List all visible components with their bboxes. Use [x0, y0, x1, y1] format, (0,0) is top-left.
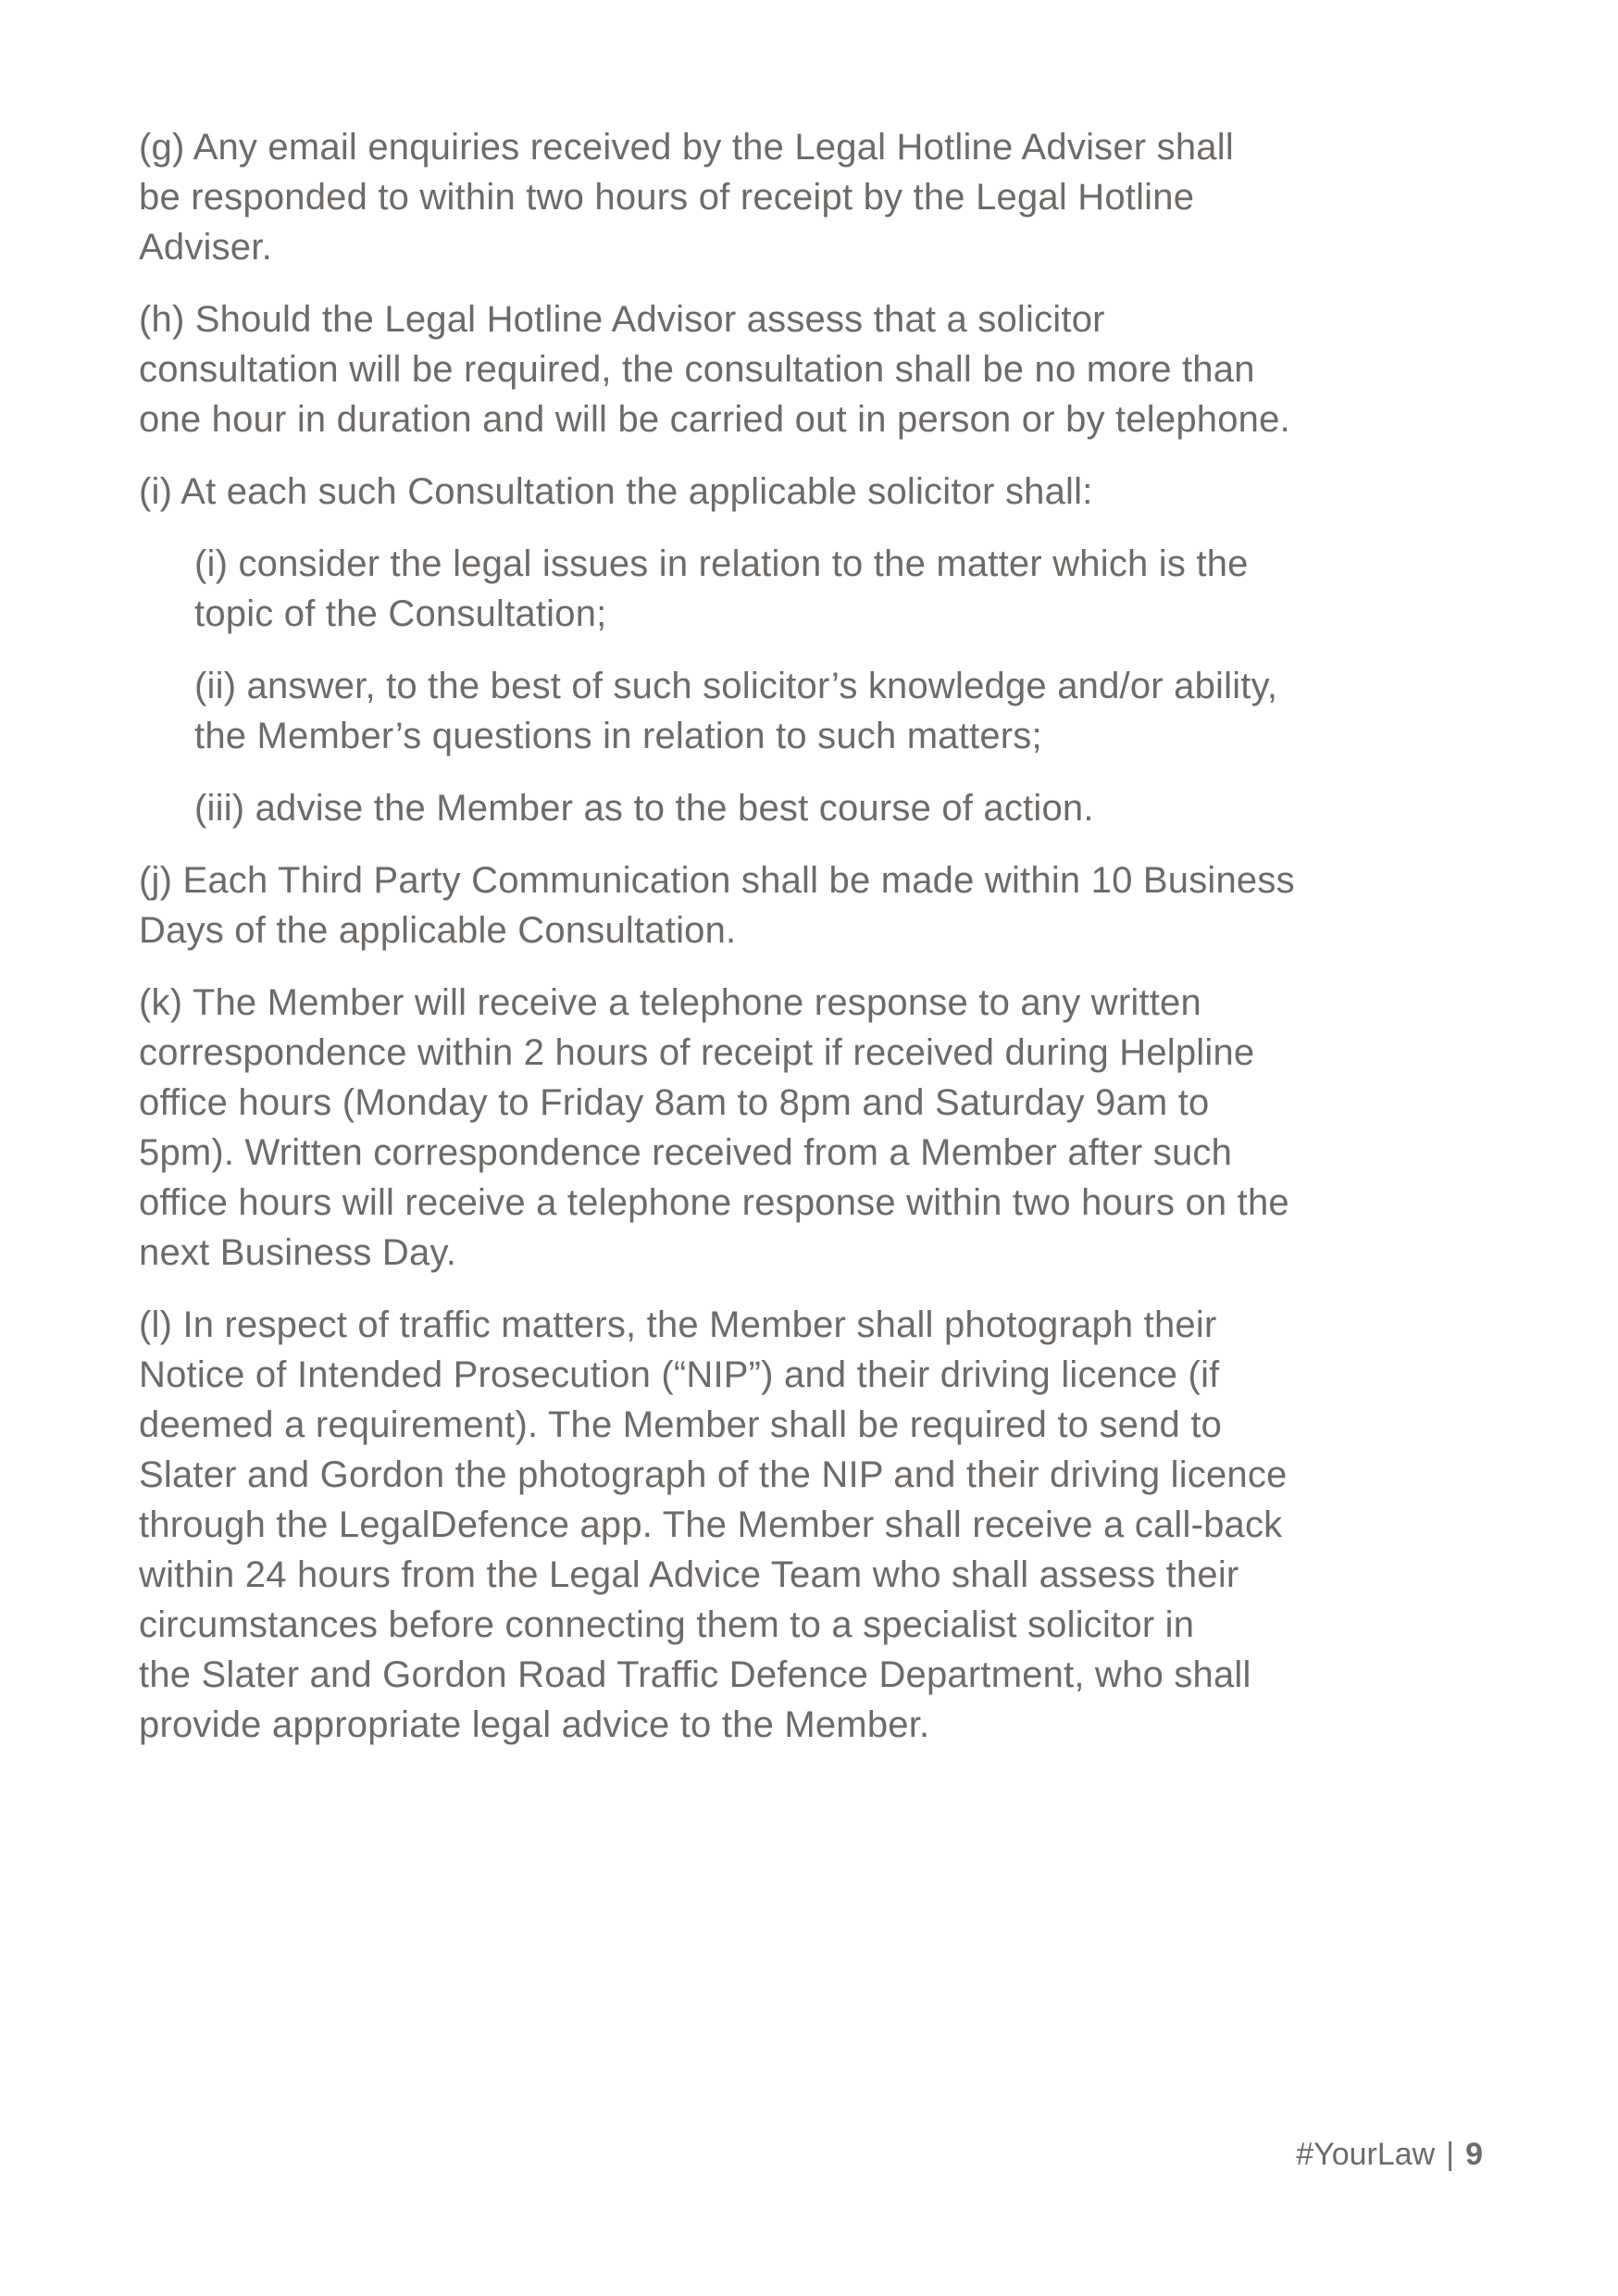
- text-line: the Slater and Gordon Road Traffic Defence Department, who shall: [139, 1654, 1251, 1695]
- footer-tag: #YourLaw: [1296, 2137, 1436, 2172]
- text-line: (iii) advise the Member as to the best course of action.: [194, 788, 1094, 829]
- page-number: 9: [1465, 2137, 1483, 2172]
- text-line: next Business Day.: [139, 1232, 457, 1273]
- footer-separator: |: [1446, 2137, 1455, 2172]
- text-line: circumstances before connecting them to a specialist solicitor in: [139, 1604, 1195, 1645]
- clause-k: [139, 978, 1490, 1278]
- text-line: (j) Each Third Party Communication shall be made within 10 Business: [139, 860, 1295, 901]
- text-line: (ii) answer, to the best of such solicitor’s knowledge and/or ability,: [194, 666, 1278, 706]
- text-line: through the LegalDefence app. The Member shall receive a call-back: [139, 1504, 1283, 1545]
- clause-i: [139, 467, 1490, 517]
- clause-j: [139, 855, 1490, 955]
- text-line: Days of the applicable Consultation.: [139, 910, 737, 951]
- text-line: Notice of Intended Prosecution (“NIP”) and their driving licence (if: [139, 1354, 1220, 1395]
- text-line: (h) Should the Legal Hotline Advisor assess that a solicitor: [139, 299, 1105, 340]
- text-line: office hours (Monday to Friday 8am to 8pm and Saturday 9am to: [139, 1082, 1210, 1123]
- text-line: deemed a requirement). The Member shall be required to send to: [139, 1404, 1223, 1445]
- text-line: 5pm). Written correspondence received from a Member after such: [139, 1132, 1233, 1173]
- text-line: the Member’s questions in relation to such matters;: [194, 716, 1042, 756]
- page-footer: [1296, 2134, 1483, 2175]
- text-line: consultation will be required, the consultation shall be no more than: [139, 349, 1255, 390]
- text-line: (i) consider the legal issues in relation to the matter which is the: [194, 543, 1249, 584]
- clause-i-sub-2: [139, 661, 1490, 761]
- text-line: (i) At each such Consultation the applicable solicitor shall:: [139, 471, 1093, 512]
- text-line: Adviser.: [139, 227, 272, 268]
- text-line: provide appropriate legal advice to the Member.: [139, 1704, 930, 1745]
- clause-g: [139, 122, 1490, 272]
- text-line: one hour in duration and will be carried out in person or by telephone.: [139, 399, 1290, 440]
- clause-l: [139, 1300, 1490, 1750]
- text-line: (k) The Member will receive a telephone response to any written: [139, 982, 1201, 1023]
- text-line: correspondence within 2 hours of receipt if received during Helpline: [139, 1032, 1255, 1073]
- page-content: [139, 122, 1490, 1772]
- text-line: office hours will receive a telephone response within two hours on the: [139, 1182, 1289, 1223]
- clause-h: [139, 294, 1490, 444]
- clause-i-sub-1: [139, 539, 1490, 639]
- text-line: topic of the Consultation;: [194, 593, 607, 634]
- clause-i-sub-3: [139, 783, 1490, 833]
- text-line: (g) Any email enquiries received by the Legal Hotline Adviser shall: [139, 127, 1234, 168]
- text-line: be responded to within two hours of receipt by the Legal Hotline: [139, 177, 1195, 218]
- text-line: (l) In respect of traffic matters, the Member shall photograph their: [139, 1304, 1217, 1345]
- text-line: within 24 hours from the Legal Advice Team who shall assess their: [139, 1554, 1239, 1595]
- text-line: Slater and Gordon the photograph of the NIP and their driving licence: [139, 1454, 1288, 1495]
